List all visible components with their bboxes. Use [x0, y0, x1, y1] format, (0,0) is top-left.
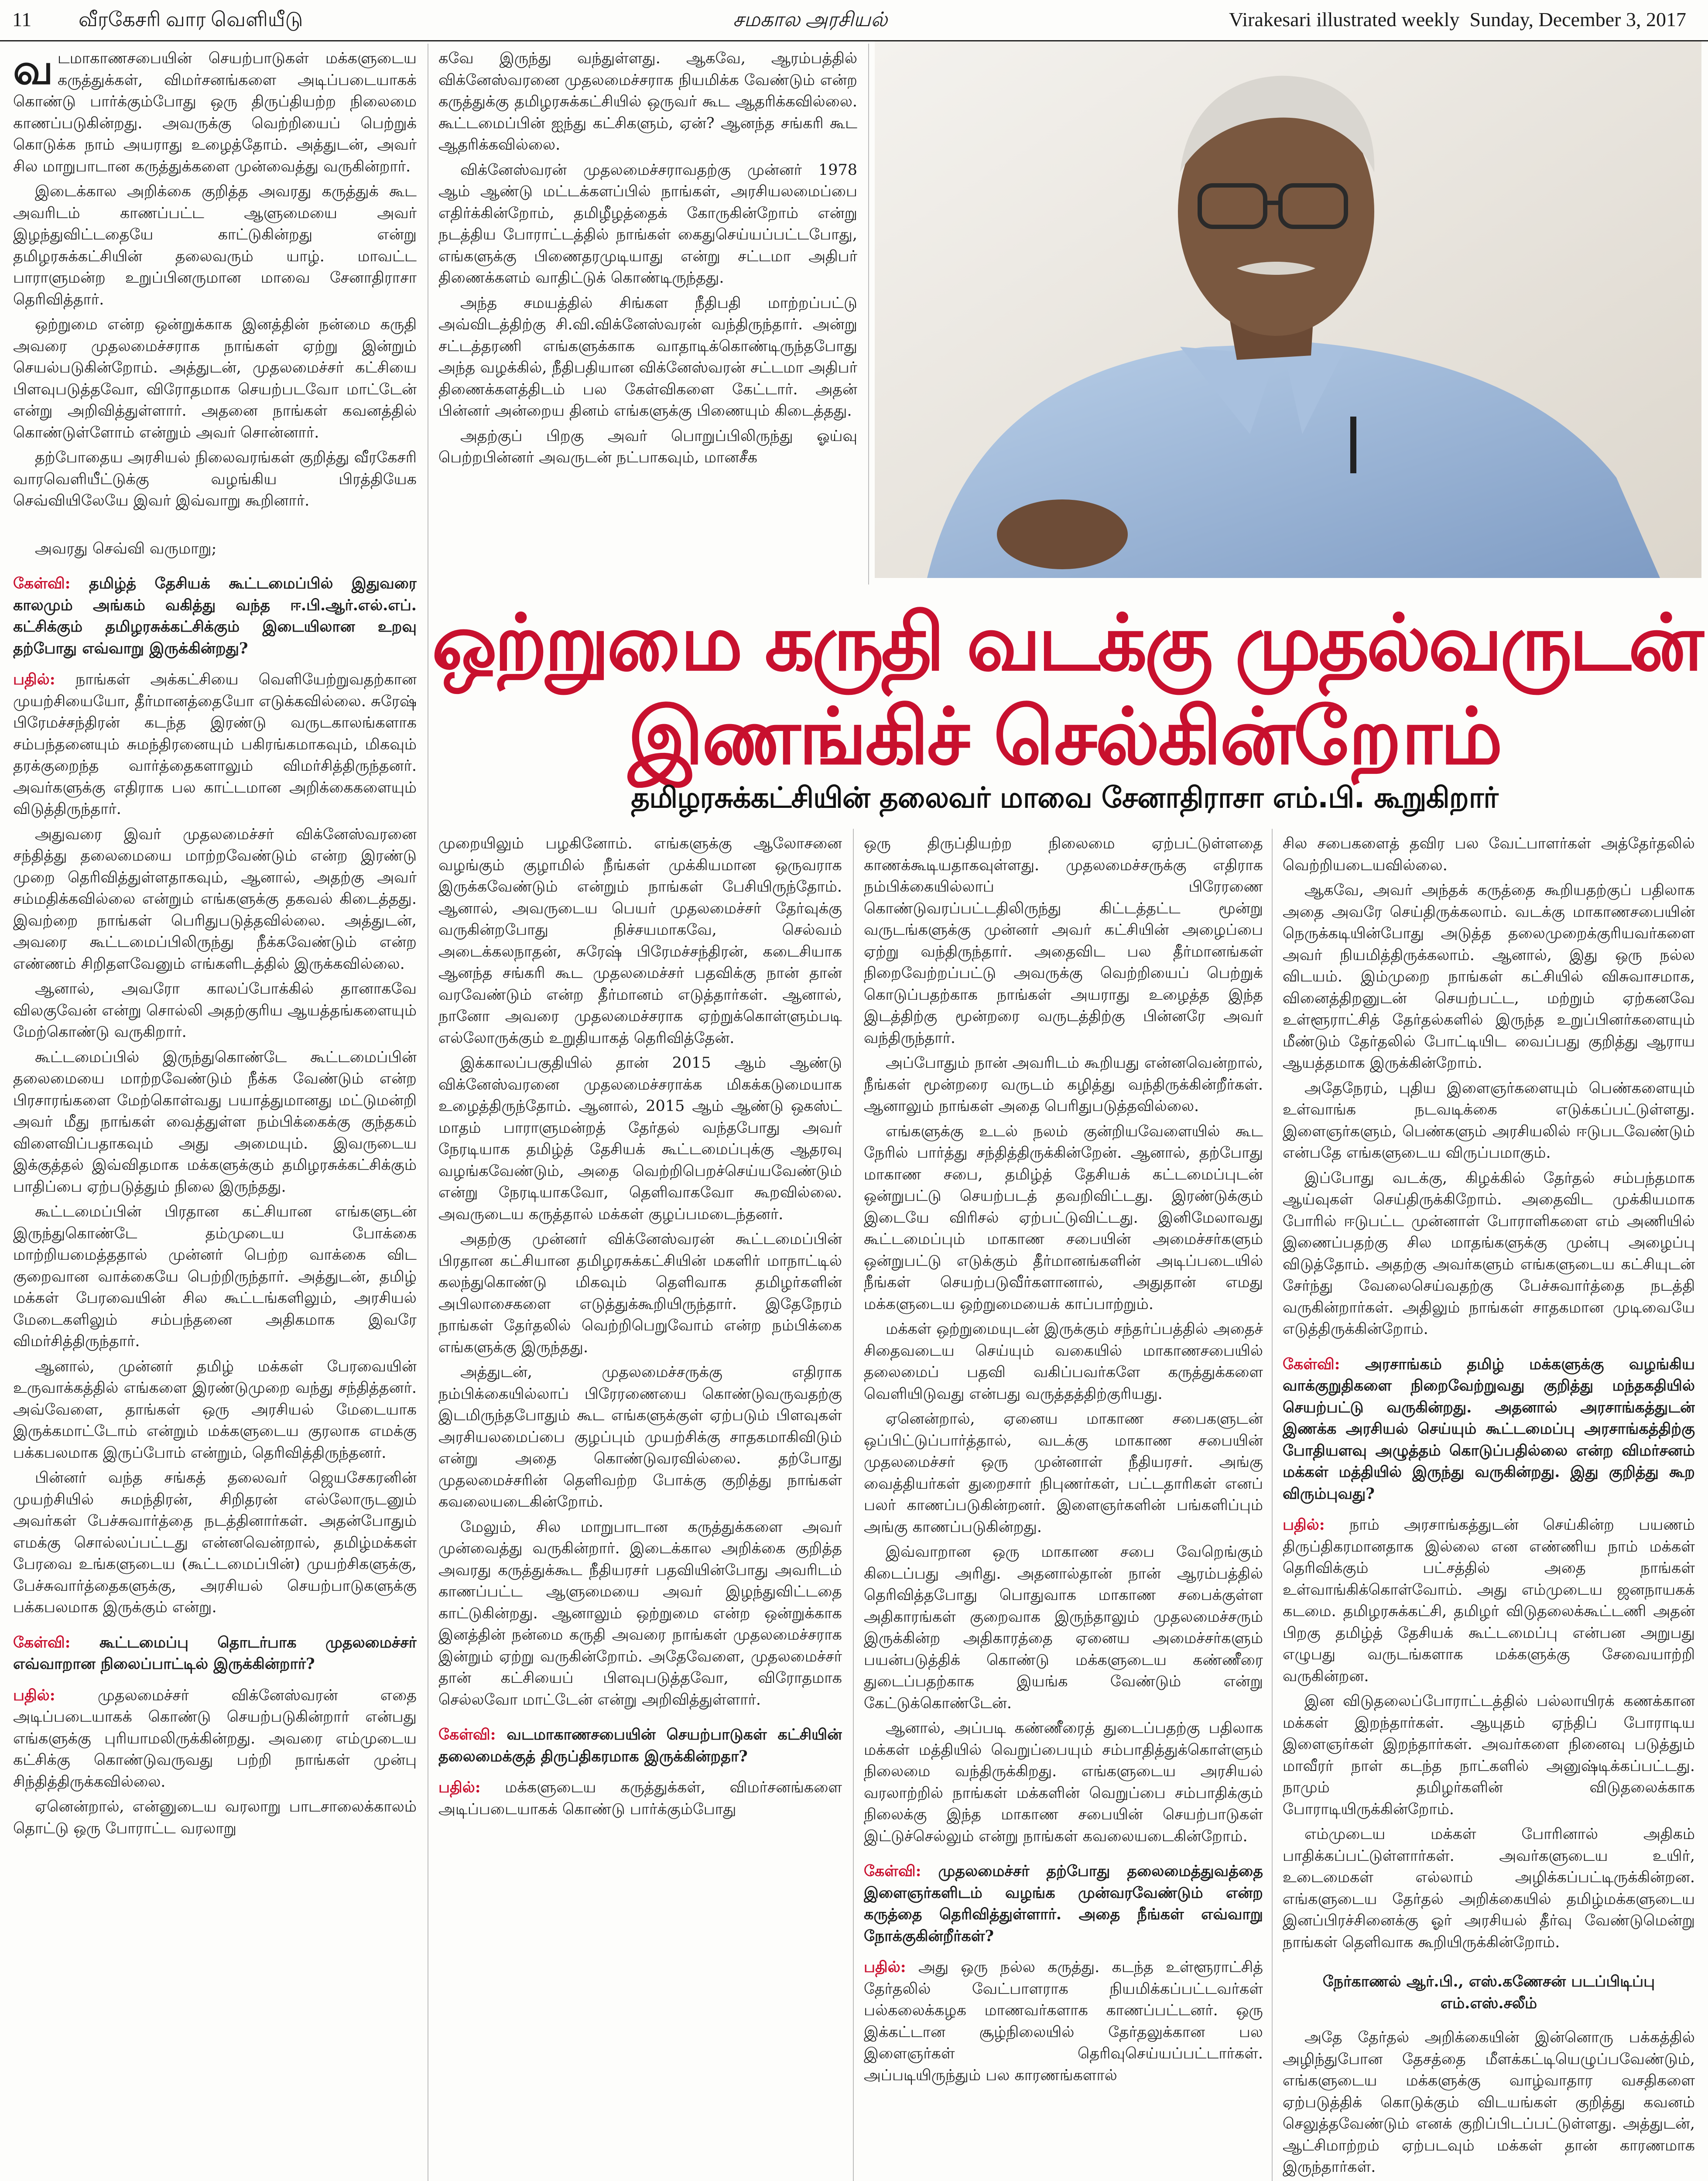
- answer: பதில்: மக்களுடைய கருத்துக்கள், விமர்சனங்களை அடிப்படையாகக் கொண்டு பார்க்கும்போது: [438, 1778, 842, 1818]
- interviewee-photo: [875, 41, 1701, 578]
- answer: பதில்: அது ஒரு நல்ல கருத்து. கடந்த உள்ளூராட்சித் தேர்தலில் வேட்பாளராக நியமிக்கப்பட்டவர்கள் பல்கலைக்கழக மாணவர்களாக காணப்பட்டனர். ஒரு இக்கட்டான சூழ்நிலையில் தேர்தலுக்கான பல இளைஞர்கள் தெரிவுசெய்யப்பட்டார்கள். அப்படியிருந்தும் பல காரணங்களால்: [864, 1958, 1263, 2084]
- question: கேள்வி: அரசாங்கம் தமிழ் மக்களுக்கு வழங்கிய வாக்குறுதிகளை நிறைவேற்றுவது குறித்து மந்தகதியில் செயற்பட்டு வருகின்றது. அதனால் அரசாங்கத்துடன் இணக்க அரசியல் செய்யும் கூட்டமைப்பு அரசாங்கத்திற்கு போதியளவு அழுத்தம் கொடுப்பதில்லை என்ற விமர்சனம் மக்கள் மத்தியில் இருந்து வருகின்றது. இது குறித்து கூற விரும்புவது?: [1283, 1355, 1695, 1503]
- question-label: கேள்வி:: [864, 1862, 921, 1880]
- paragraph: மேலும், சில மாறுபாடான கருத்துக்களை அவர் முன்வைத்து வருகின்றார். இடைக்கால அறிக்கை குறித்த அவரது கருத்துக்கூட நீதியரசர் பதவியின்போது அவரிடம் காணப்பட்ட ஆளுமையை அவர் இழந்துவிட்டதை காட்டுகின்றது. ஆனாலும் ஒற்றுமை என்ற ஒன்றுக்காக இனத்தின் நன்மை கருதி அவரை நாங்கள் முதலமைச்சராக இன்றும் ஏற்று வருகின்றோம். அதேவேளை, முதலமைச்சர் தான் கட்சியைப் பிளவுபடுத்தவோ, விரோதமாக செல்லவோ மாட்டேன் என்று அறிவித்துள்ளார்.: [438, 1518, 842, 1709]
- paper-name-english: Virakesari illustrated weekly: [1229, 8, 1460, 31]
- column-divider: [1272, 829, 1273, 2181]
- paragraph: அப்போதும் நான் அவரிடம் கூறியது என்னவென்றால், நீங்கள் மூன்றரை வருடம் கழித்து வந்திருக்கின்றீர்கள். ஆனாலும் நாங்கள் அதை பெரிதுபடுத்தவில்லை.: [864, 1054, 1263, 1115]
- paper-name-tamil: வீரகேசரி வார வெளியீடு: [79, 8, 303, 31]
- subheadline: தமிழரசுக்கட்சியின் தலைவர் மாவை சேனாதிராசா எம்.பி. கூறுகிறார்: [631, 781, 1498, 814]
- article-column-4: [864, 833, 1263, 2181]
- paragraph: கூட்டமைப்பில் இருந்துகொண்டே கூட்டமைப்பின் தலைமையை மாற்றவேண்டும் நீக்க வேண்டும் என்ற பிரசாரங்களை மேற்கொள்வது பயாத்துமானது மட்டுமன்றி அவர் மீது நாங்கள் வைத்துள்ள நம்பிக்கைக்கு குந்தகம் விளைவிப்பதாகவும் அது அமையும். இவருடைய இக்குத்தல் இவ்விதமாக மக்களுக்கும் தமிழரசுக்கட்சிக்கும் பாதிப்பை ஏற்படுத்தும் நிலை இருந்தது.: [13, 1048, 417, 1196]
- paragraph: இப்போது வடக்கு, கிழக்கில் தேர்தல் சம்பந்தமாக ஆய்வுகள் செய்திருக்கிறோம். அதைவிட முக்கியமாக போரில் ஈடுபட்ட முன்னாள் போராளிகளை எம் அணியில் இணைப்பதற்கு சில மாதங்களுக்கு முன்பு அழைப்பு விடுத்தோம். அதற்கு அவர்களும் எங்களுடைய கட்சியுடன் சேர்ந்து வேலைசெய்வதற்கு பேச்சுவார்த்தை நடத்தி வருகின்றார்கள். அதிலும் நாங்கள் சாதகமான முடிவையே எடுத்திருக்கின்றோம்.: [1283, 1169, 1695, 1338]
- issue-date: Sunday, December 3, 2017: [1469, 8, 1686, 31]
- answer-label: பதில்:: [13, 1686, 55, 1704]
- paragraph: இவ்வாறான ஒரு மாகாண சபை வேறெங்கும் கிடைப்பது அரிது. அதனால்தான் நான் ஆரம்பத்தில் தெரிவித்தபோது பொதுவாக மாகாண சபைக்குள்ள அதிகாரங்கள் குறைவாக இருந்தாலும் முதலமைச்சரும் இருக்கின்ற அதிகாரத்தை ஏனைய அமைச்சர்களும் பயன்படுத்திக் கொண்டு மக்களுடைய கண்ணீரை துடைப்பதற்காக இயங்க வேண்டும் என்று கேட்டுக்கொண்டேன்.: [864, 1543, 1263, 1712]
- paragraph: அதேநேரம், புதிய இளைஞர்களையும் பெண்களையும் உள்வாங்க நடவடிக்கை எடுக்கப்பட்டுள்ளது. இளைஞர்களும், பெண்களும் அரசியலில் ஈடுபடவேண்டும் என்பதே எங்களுடைய விருப்பமாகும்.: [1283, 1079, 1695, 1162]
- paragraph: முறையிலும் பழகினோம். எங்களுக்கு ஆலோசனை வழங்கும் குழாமில் நீங்கள் முக்கியமான ஒருவராக இருக்கவேண்டும் என்றும் நாங்கள் பேசியிருந்தோம். ஆனால், அவருடைய பெயர் முதலமைச்சர் தேர்வுக்கு வருகின்றபோது நிச்சயமாகவே, செல்வம் அடைக்கலநாதன், சுரேஷ் பிரேமச்சந்திரன், கடைசியாக ஆனந்த சங்கரி கூட முதலமைச்சர் பதவிக்கு நான் தான் வரவேண்டும் என்ற தீர்மானம் எடுத்தார்கள். ஆனால், நானோ அவரை முதலமைச்சராக ஏற்றுக்கொள்ளும்படி எல்லோருக்கும் உறுதியாகத் தெரிவித்தேன்.: [438, 835, 842, 1047]
- paragraph: தற்போதைய அரசியல் நிலைவரங்கள் குறித்து வீரகேசரி வாரவெளியீட்டுக்கு வழங்கிய பிரத்தியேக செவ்வியிலேயே இவர் இவ்வாறு கூறினார்.: [13, 449, 417, 509]
- page-number: 11: [12, 8, 32, 31]
- headline-line-1: ஒற்றுமை கருதி வடக்கு முதல்வருடன்: [432, 598, 1701, 688]
- paragraph: அதுவரை இவர் முதலமைச்சர் விக்னேஸ்வரனை சந்தித்து தலைமையை மாற்றவேண்டும் என்ற இரண்டு முறை தெரிவித்துள்ளதாகவும், ஆனால், அதற்கு அவர் சம்மதிக்கவில்லை என்றும் எங்களுக்கு தகவல் கிடைத்தது. இவற்றை நாங்கள் பெரிதுபடுத்தவில்லை. அத்துடன், அவரை கூட்டமைப்பிலிருந்து நீக்கவேண்டும் என்ற எண்ணம் சிறிதளவேனும் எங்களிடத்தில் இருக்கவில்லை.: [13, 825, 417, 973]
- paragraph: அதற்குப் பிறகு அவர் பொறுப்பிலிருந்து ஓய்வு பெற்றபின்னர் அவருடன் நட்பாகவும், மானசீக: [438, 427, 857, 466]
- paragraph: ஒரு திருப்தியற்ற நிலைமை ஏற்பட்டுள்ளதை காணக்கூடியதாகவுள்ளது. முதலமைச்சருக்கு எதிராக நம்பிக்கையில்லாப் பிரேரணை கொண்டுவரப்பட்டதிலிருந்து கிட்டத்தட்ட மூன்று வருடங்களுக்கு முன்னர் அவர் கட்சியின் அழைப்பை ஏற்று வந்திருந்தார். அதைவிட பல தீர்மானங்கள் நிறைவேற்றப்பட்டு அவருக்கு வெற்றியைப் பெற்றுக் கொடுப்பதற்காக நாங்கள் அயராது உழைத்த இந்த இடத்திற்கு மூன்றரை வருடத்திற்கு பின்னரே அவர் வந்திருந்தார்.: [864, 835, 1263, 1047]
- question-label: கேள்வி:: [438, 1726, 496, 1743]
- paragraph: இக்காலப்பகுதியில் தான் 2015 ஆம் ஆண்டு விக்னேஸ்வரனை முதலமைச்சராக்க மிகக்கடுமையாக உழைத்திருந்தோம். ஆனால், 2015 ஆம் ஆண்டு ஒகஸ்ட் மாதம் பாராளுமன்றத் தேர்தல் வந்தபோது அவர் நேரடியாக தமிழ்த் தேசியக் கூட்டமைப்புக்கு ஆதரவு வழங்கவேண்டும், அதை வெற்றிபெறச்செய்யவேண்டும் என்று நேரடியாகவோ, தெளிவாகவோ கூறவில்லை. அவருடைய கருத்தால் மக்கள் குழப்பமடைந்தனர்.: [438, 1054, 842, 1223]
- paragraph: கவே இருந்து வந்துள்ளது. ஆகவே, ஆரம்பத்தில் விக்னேஸ்வரனை முதலமைச்சராக நியமிக்க வேண்டும் என்ற கருத்துக்கு தமிழரசுக்கட்சியில் ஒருவர் கூட ஆதரிக்கவில்லை. கூட்டமைப்பின் ஐந்து கட்சிகளும், ஏன்? ஆனந்த சங்கரி கூட ஆதரிக்கவில்லை.: [438, 50, 857, 154]
- interview-byline: நேர்காணல் ஆர்.பி., எஸ்.கணேசன் படப்பிடிப்பு எம்.எஸ்.சலீம்: [1322, 1972, 1655, 2012]
- lead-paragraph: வடமாகாணசபையின் செயற்பாடுகள் மக்களுடைய கருத்துக்கள், விமர்சனங்களை அடிப்படையாகக் கொண்டு பார்க்கும்போது ஒரு திருப்தியற்ற நிலைமை காணப்படுகின்றது. அவருக்கு வெற்றியைப் பெற்றுக் கொடுக்க நாம் அயராது உழைத்தோம். அத்துடன், அவர் சில மாறுபாடான கருத்துக்களை முன்வைத்து வருகின்றார்.: [13, 48, 417, 175]
- question: கேள்வி: தமிழ்த் தேசியக் கூட்டமைப்பில் இதுவரை காலமும் அங்கம் வகித்து வந்த ஈ.பி.ஆர்.எல்.எப். கட்சிக்கும் தமிழரசுக்கட்சிக்கும் இடையிலான உறவு தற்போது எவ்வாறு இருக்கின்றது?: [13, 574, 417, 657]
- paragraph: அதற்கு முன்னர் விக்னேஸ்வரன் கூட்டமைப்பின் பிரதான கட்சியான தமிழரசுக்கட்சியின் மகளிர் மாநாட்டில் கலந்துகொண்டு மிகவும் தெளிவாக தமிழர்களின் அபிலாசைகளை எடுத்துக்கூறியிருந்தார். இதேநேரம் நாங்கள் தேர்தலில் வெற்றிபெறுவோம் என்ற நம்பிக்கை எங்களுக்கு இருந்தது.: [438, 1231, 842, 1356]
- paragraph: எங்களுக்கு உடல் நலம் குன்றியவேளையில் கூட நேரில் பார்த்து சந்தித்திருக்கின்றேன். ஆனால், தற்போது மாகாண சபை, தமிழ்த் தேசியக் கட்டமைப்புடன் ஒன்றுபட்டு செயற்படத் தவறிவிட்டது. இரண்டுக்கும் இடையே விரிசல் ஏற்பட்டுவிட்டது. இனிமேலாவது கூட்டமைப்பும் மாகாண சபையின் அமைச்சர்களும் ஒன்றுபட்டு எடுக்கும் தீர்மானங்களின் அடிப்படையில் நீங்கள் செயற்படுவீர்களானால், அதுதான் எமது மக்களுடைய ஒற்றுமையைக் காப்பாற்றும்.: [864, 1122, 1263, 1313]
- answer: பதில்: நாம் அரசாங்கத்துடன் செய்கின்ற பயணம் திருப்திகரமானதாக இல்லை என எண்ணிய நாம் மக்கள் தெரிவிக்கும் பட்சத்தில் அதை நாங்கள் உள்வாங்கிக்கொள்வோம். அது எம்முடைய ஜனநாயகக் கடமை. தமிழரசுக்கட்சி, தமிழர் விடுதலைக்கூட்டணி அதன் பிறகு தமிழ்த் தேசியக் கூட்டமைப்பு என்பன அறுபது எழுபது வருடங்களாக மக்களுக்கு சேவையாற்றி வருகின்றன.: [1283, 1516, 1695, 1685]
- section-title: சமகால அரசியல்: [733, 8, 888, 31]
- paragraph: அந்த சமயத்தில் சிங்கள நீதிபதி மாற்றப்பட்டு அவ்விடத்திற்கு சி.வி.விக்னேஸ்வரன் வந்திருந்தார். அன்று சட்டத்தரணி எங்களுக்காக வாதாடிக்கொண்டிருந்தபோது அந்த வழக்கில், நீதிபதியான விக்னேஸ்வரன் சட்டமா அதிபர் திணைக்களத்திடம் பல கேள்விகளை கேட்டார். அதன் பின்னர் அன்றைய தினம் எங்களுக்கு பிணையும் கிடைத்தது.: [438, 294, 857, 420]
- article-column-1: [13, 48, 417, 2181]
- paragraph: அத்துடன், முதலமைச்சருக்கு எதிராக நம்பிக்கையில்லாப் பிரேரணையை கொண்டுவருவதற்கு இடமிருந்தபோதும் கூட எங்களுக்குள் ஏற்படும் பிளவுகள் அரசியலமைப்பை குழப்பும் முயற்சிக்கு சாதகமாகிவிடும் என்று அதை கொண்டுவரவில்லை. தற்போது முதலமைச்சரின் தெளிவற்ற போக்கு குறித்து நாங்கள் கவலையடைகின்றோம்.: [438, 1364, 842, 1511]
- column-divider: [853, 829, 854, 2181]
- paragraph: அவரது செவ்வி வருமாறு;: [35, 540, 217, 557]
- paragraph: ஆனால், அவரோ காலப்போக்கில் தானாகவே விலகுவேன் என்று சொல்லி அதற்குரிய ஆயத்தங்களையும் மேற்கொண்டு வருகிறார்.: [13, 980, 417, 1041]
- portrait-illustration: [875, 41, 1701, 578]
- page-header: [0, 0, 1708, 41]
- answer: பதில்: நாங்கள் அக்கட்சியை வெளியேற்றுவதற்கான முயற்சியையோ, தீர்மானத்தையோ எடுக்கவில்லை. சுரேஷ் பிரேமச்சந்திரன் கடந்த இரண்டு வருடகாலங்களாக சம்பந்தனையும் சுமந்திரனையும் பகிரங்கமாகவும், மிகவும் தரக்குறைந்த வார்த்தைகளாலும் விமர்சித்திருந்தனர். அவர்களுக்கு எதிராக பல காட்டமான அறிக்கைகளையும் விடுத்திருந்தார்.: [13, 670, 417, 818]
- paragraph: அதே தேர்தல் அறிக்கையின் இன்னொரு பக்கத்தில் அழிந்துபோன தேசத்தை மீளக்கட்டியெழுப்பவேண்டும், எங்களுடைய மக்களுக்கு வாழ்வாதார வசதிகளை ஏற்படுத்திக் கொடுக்கும் விடயங்கள் குறித்து கவனம் செலுத்தவேண்டும் எனக் குறிப்பிடப்பட்டுள்ளது. அத்துடன், ஆட்சிமாற்றம் ஏற்படவும் மக்கள் தான் காரணமாக இருந்தார்கள்.: [1283, 2029, 1695, 2176]
- answer-label: பதில்:: [1283, 1516, 1325, 1534]
- question: கேள்வி: வடமாகாணசபையின் செயற்பாடுகள் கட்சியின் தலைமைக்குத் திருப்திகரமாக இருக்கின்றதா?: [438, 1726, 842, 1765]
- article-column-2: [438, 48, 857, 585]
- answer-label: பதில்:: [864, 1958, 906, 1976]
- paragraph: ஏனென்றால், என்னுடைய வரலாறு பாடசாலைக்காலம் தொட்டு ஒரு போராட்ட வரலாறு: [13, 1798, 417, 1837]
- paragraph: ஆகவே, அவர் அந்தக் கருத்தை கூறியதற்குப் பதிலாக அதை அவரே செய்திருக்கலாம். வடக்கு மாகாணசபையின் நெருக்கடியின்போது அடுத்த தலைமுறைக்குரியவர்களை அவர் நியமித்திருக்கலாம். ஆனால், இது ஒரு நல்ல விடயம். இம்முறை நாங்கள் கட்சியில் விசுவாசமாக, வினைத்திறனுடன் செயற்பட்ட, மற்றும் ஏற்கனவே உள்ளூராட்சித் தேர்தல்களில் இருந்த உறுப்பினர்களையும் மீண்டும் தேர்தலில் போட்டியிட வைப்பது குறித்து ஆராய ஆயத்தமாக இருக்கின்றோம்.: [1283, 882, 1695, 1072]
- answer: பதில்: முதலமைச்சர் விக்னேஸ்வரன் எதை அடிப்படையாகக் கொண்டு செயற்படுகின்றார் என்பது எங்களுக்கு புரியாமலிருக்கின்றது. அவரை எம்முடைய கட்சிக்கு கொண்டுவருவது பற்றி நாங்கள் முன்பு சிந்தித்திருக்கவில்லை.: [13, 1686, 417, 1791]
- question: கேள்வி: கூட்டமைப்பு தொடர்பாக முதலமைச்சர் எவ்வாறான நிலைப்பாட்டில் இருக்கின்றார்?: [13, 1633, 417, 1673]
- answer-label: பதில்:: [438, 1778, 481, 1796]
- paragraph: ஆனால், அப்படி கண்ணீரைத் துடைப்பதற்கு பதிலாக மக்கள் மத்தியில் வெறுப்பையும் சம்பாதித்துக்கொள்ளும் நிலைமை வந்திருக்கிறது. எங்களுடைய அரசியல் வரலாற்றில் நாங்கள் மக்களின் வெறுப்பை சம்பாதிக்கும் நிலைக்கு இந்த மாகாண சபையின் செயற்பாடுகள் இட்டுச்செல்லும் என்று நாங்கள் கவலையடைகின்றோம்.: [864, 1720, 1263, 1845]
- drop-cap: வ: [13, 48, 53, 94]
- answer-label: பதில்:: [13, 670, 55, 688]
- question-label: கேள்வி:: [13, 574, 71, 592]
- question-label: கேள்வி:: [1283, 1355, 1340, 1373]
- paper-name-date: [1229, 8, 1686, 31]
- article-column-5: [1283, 833, 1695, 2181]
- paragraph: விக்னேஸ்வரன் முதலமைச்சராவதற்கு முன்னர் 1978 ஆம் ஆண்டு மட்டக்களப்பில் நாங்கள், அரசியலமைப்பை எதிர்க்கின்றோம், தமிழீழத்தைக் கோருகின்றோம் என்று நடத்திய போராட்டத்தில் நாங்கள் கைதுசெய்யப்பட்டபோது, எங்களுக்கு பிணைதரமுடியாது என்று சட்டமா அதிபர் திணைக்களம் வாதிட்டுக் கொண்டிருந்தது.: [438, 161, 857, 287]
- paragraph: பின்னர் வந்த சங்கத் தலைவர் ஜெயசேகரனின் முயற்சியில் சுமந்திரன், சிறிதரன் எல்லோருடனும் அவர்கள் பேச்சுவார்த்தை நடத்தினார்கள். அதன்போதும் எமக்கு சொல்லப்பட்டது என்னவென்றால், தமிழ்மக்கள் பேரவை உங்களுடைய (கூட்டமைப்பின்) முயற்சிகளுக்கு, பேச்சுவார்த்தைகளுக்கு, அரசியல் செயற்பாடுகளுக்கு பக்கபலமாக இருக்கும் என்று.: [13, 1469, 417, 1616]
- question: கேள்வி: முதலமைச்சர் தற்போது தலைமைத்துவத்தை இளைஞர்களிடம் வழங்க முன்வரவேண்டும் என்ற கருத்தை தெரிவித்துள்ளார். அதை நீங்கள் எவ்வாறு நோக்குகின்றீர்கள்?: [864, 1862, 1263, 1945]
- paragraph: ஒற்றுமை என்ற ஒன்றுக்காக இனத்தின் நன்மை கருதி அவரை முதலமைச்சராக நாங்கள் ஏற்று இன்றும் செயல்படுகின்றோம். அத்துடன், முதலமைச்சர் கட்சியை பிளவுபடுத்தவோ, விரோதமாக செயற்படவோ மாட்டேன் என்று அறிவித்துள்ளார். அதனை நாங்கள் கவனத்தில் கொண்டுள்ளோம் என்றும் அவர் சொன்னார்.: [13, 316, 417, 441]
- paragraph: இடைக்கால அறிக்கை குறித்த அவரது கருத்துக் கூட அவரிடம் காணப்பட்ட ஆளுமையை அவர் இழந்துவிட்டதையே காட்டுகின்றது என்று தமிழரசுக்கட்சியின் தலைவரும் யாழ். மாவட்ட பாராளுமன்ற உறுப்பினருமான மாவை சேனாதிராசா தெரிவித்தார்.: [13, 183, 417, 308]
- headline-line-2: இணங்கிச் செல்கின்றோம்: [628, 691, 1501, 782]
- paragraph: இன விடுதலைப்போராட்டத்தில் பல்லாயிரக் கணக்கான மக்கள் இறந்தார்கள். ஆயுதம் ஏந்திப் போராடிய இளைஞர்கள் இறந்தார்கள். அவர்களை நினைவு படுத்தும் மாவீரர் நாள் கடந்த நாட்களில் அனுஷ்டிக்கப்பட்டது. நாமும் தமிழர்களின் விடுதலைக்காக போராடியிருக்கின்றோம்.: [1283, 1692, 1695, 1818]
- paragraph: எம்முடைய மக்கள் போரினால் அதிகம் பாதிக்கப்பட்டுள்ளார்கள். அவர்களுடைய உயிர், உடைமைகள் எல்லாம் அழிக்கப்பட்டிருக்கின்றன. எங்களுடைய தேர்தல் அறிக்கையில் தமிழ்மக்களுடைய இனப்பிரச்சினைக்கு ஓர் அரசியல் தீர்வு வேண்டுமென்று நாங்கள் தெளிவாக கூறியிருக்கின்றோம்.: [1283, 1825, 1695, 1951]
- column-divider: [868, 44, 869, 585]
- paragraph: ஏனென்றால், ஏனைய மாகாண சபைகளுடன் ஒப்பிட்டுப்பார்த்தால், வடக்கு மாகாண சபையின் முதலமைச்சர் ஒரு முன்னாள் நீதியரசர். அங்கு வைத்தியர்கள் துறைசார் நிபுணர்கள், பட்டதாரிகள் எனப் பலர் காணப்படுகின்றனர். இளைஞர்களின் பங்களிப்பும் அங்கு காணப்படுகின்றது.: [864, 1410, 1263, 1536]
- paragraph: ஆனால், முன்னர் தமிழ் மக்கள் பேரவையின் உருவாக்கத்தில் எங்களை இரண்டுமுறை வந்து சந்தித்தனர். அவ்வேளை, தாங்கள் ஒரு அரசியல் மேடையாக இருக்கமாட்டோம் என்றும் மக்களுடைய குரலாக எமக்கு பக்கபலமாக இருப்போம் என்றும், தெரிவித்திருந்தனர்.: [13, 1357, 417, 1462]
- paragraph: சில சபைகளைத் தவிர பல வேட்பாளர்கள் அத்தேர்தலில் வெற்றியடையவில்லை.: [1283, 835, 1695, 874]
- paragraph: கூட்டமைப்பின் பிரதான கட்சியான எங்களுடன் இருந்துகொண்டே தம்முடைய போக்கை மாற்றியமைத்ததால் முன்னர் பெற்ற வாக்கை விட குறைவான வாக்கையே பெற்றிருந்தார். அத்துடன், தமிழ் மக்கள் பேரவையின் சில கூட்டங்களிலும், அரசியல் மேடைகளிலும் சம்பந்தனை அதிகமாக இவரே விமர்சித்திருந்தார்.: [13, 1203, 417, 1350]
- paragraph: மக்கள் ஒற்றுமையுடன் இருக்கும் சந்தர்ப்பத்தில் அதைச் சிதைவடைய செய்யும் வகையில் மாகாணசபையில் தலைமைப் பதவி வகிப்பவர்களே கருத்துக்களை வெளியிடுவது என்பது வருத்தத்திற்குரியது.: [864, 1320, 1263, 1403]
- question-label: கேள்வி:: [13, 1633, 71, 1651]
- article-column-3: [438, 833, 842, 2181]
